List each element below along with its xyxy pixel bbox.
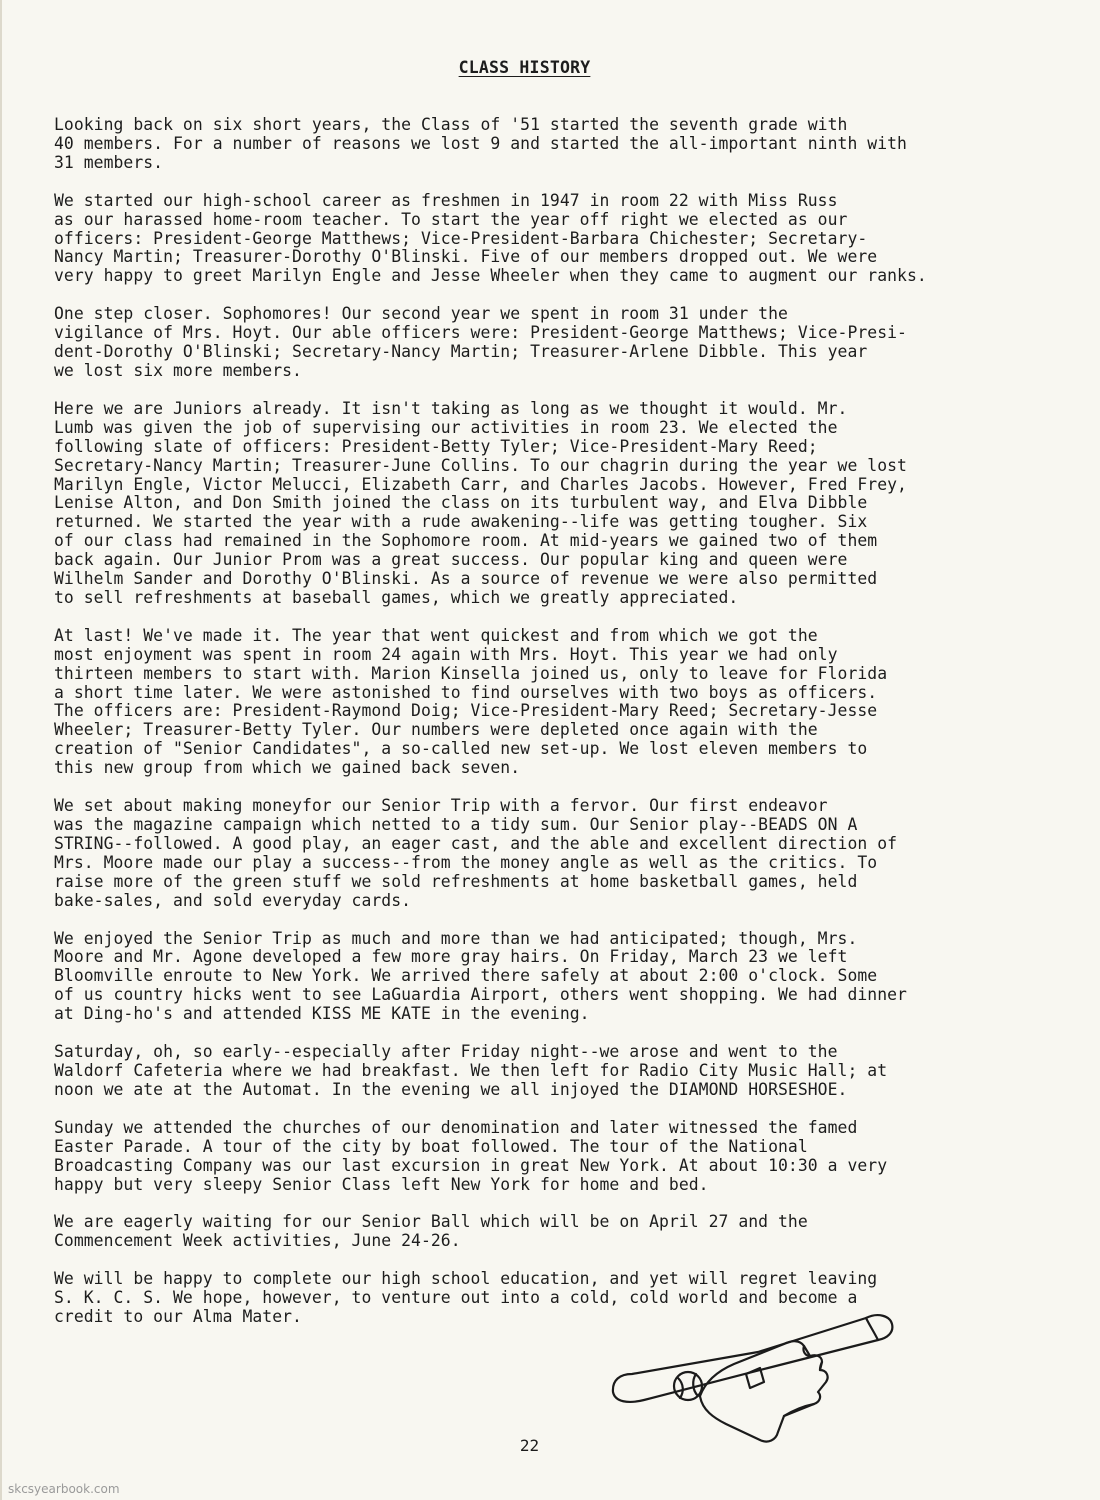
paragraph-8: Saturday, oh, so early--especially after Friday night--we arose and went to the Waldorf Cafeteria where we had breakfast. We then left for Radio City Music Hall; at noon we ate at the Automat. In the evening we all injoyed the DIAMOND HORSESHOE. <box>54 1042 888 1099</box>
watermark: skcsyearbook.com <box>8 1482 120 1496</box>
baseball-bat-glove-ball-drawing-icon <box>608 1300 898 1450</box>
page-title: CLASS HISTORY <box>458 58 591 77</box>
page-number: 22 <box>519 1436 540 1455</box>
paragraph-10: We are eagerly waiting for our Senior Ball which will be on April 27 and the Commencement Week activities, June 24-26. <box>54 1212 808 1251</box>
class-history-text <box>54 116 1056 1346</box>
paragraph-4: Here we are Juniors already. It isn't taking as long as we thought it would. Mr. Lumb was given the job of supervising our activities in room 23. We elected the following slate of officers: President-Betty Tyler; Vice-President-Mary Reed; Secretary-Nancy Martin; Treasurer-June Collins. To our chagrin during the year we lost Marilyn Engle, Victor Melucci, Elizabeth Carr, and Charles Jacobs. However, Fred Frey, Lenise Alton, and Don Smith joined the class on its turbulent way, and Elva Dibble returned. We started the year with a rude awakening--life was getting tougher. Six of our class had remained in the Sophomore room. At mid-years we gained two of them back again. Our Junior Prom was a great success. Our popular king and queen were Wilhelm Sander and Dorothy O'Blinski. As a source of revenue we were also permitted to sell refreshments at baseball games, which we greatly appreciated. <box>54 398 907 607</box>
paragraph-11: We will be happy to complete our high school education, and yet will regret leaving S. K. C. S. We hope, however, to venture out into a cold, cold world and become a credit to our Alma Mater. <box>54 1269 878 1327</box>
paragraph-7: We enjoyed the Senior Trip as much and more than we had anticipated; though, Mrs. Moore and Mr. Agone developed a few more gray hairs. On Friday, March 23 we left Bloomville enroute to New York. We arrived there safely at about 2:00 o'clock. Some of us country hicks went to see LaGuardia Airport, others went shopping. We had dinner at Ding-ho's and attended KISS ME KATE in the evening. <box>54 928 907 1024</box>
paragraph-1: Looking back on six short years, the Class of '51 started the seventh grade with 40 members. For a number of reasons we lost 9 and started the all-important ninth with 31 members. <box>54 115 907 172</box>
paragraph-3: One step closer. Sophomores! Our second year we spent in room 31 under the vigilance of Mrs. Hoyt. Our able officers were: President-George Matthews; Vice-Presi- dent-Dorothy O'Blinski; Secretary-Nancy Martin; Treasurer-Arlene Dibble. This year we lost six more members. <box>54 304 907 380</box>
paragraph-6: We set about making moneyfor our Senior Trip with a fervor. Our first endeavor was the magazine campaign which netted to a tidy sum. Our Senior play--BEADS ON A STRING--followed. A good play, an eager cast, and the able and excellent direction of Mrs. Moore made our play a success--from the money angle as well as the critics. To raise more of the green stuff we sold refreshments at home basketball games, held bake-sales, and sold everyday cards. <box>54 796 898 910</box>
paragraph-5: At last! We've made it. The year that went quickest and from which we got the most enjoyment was spent in room 24 again with Mrs. Hoyt. This year we had only thirteen members to start with. Marion Kinsella joined us, only to leave for Florida a short time later. We were astonished to find ourselves with two boys as officers. The officers are: President-Raymond Doig; Vice-President-Mary Reed; Secretary-Jesse Wheeler; Treasurer-Betty Tyler. Our numbers were depleted once again with the creation of "Senior Candidates", a so-called new set-up. We lost eleven members to this new group from which we gained back seven. <box>54 625 888 778</box>
paragraph-2: We started our high-school career as freshmen in 1947 in room 22 with Miss Russ as our harassed home-room teacher. To start the year off right we elected as our officers: President-George Matthews; Vice-President-Barbara Chichester; Secretary- Nancy Martin; Treasurer-Dorothy O'Blinski. Five of our members dropped out. We were very happy to greet Marilyn Engle and Jesse Wheeler when they came to augment our ranks. <box>54 190 927 286</box>
paragraph-9: Sunday we attended the churches of our denomination and later witnessed the famed Easter Parade. A tour of the city by boat followed. The tour of the National Broadcasting Company was our last excursion in great New York. At about 10:30 a very happy but very sleepy Senior Class left New York for home and bed. <box>54 1117 888 1194</box>
